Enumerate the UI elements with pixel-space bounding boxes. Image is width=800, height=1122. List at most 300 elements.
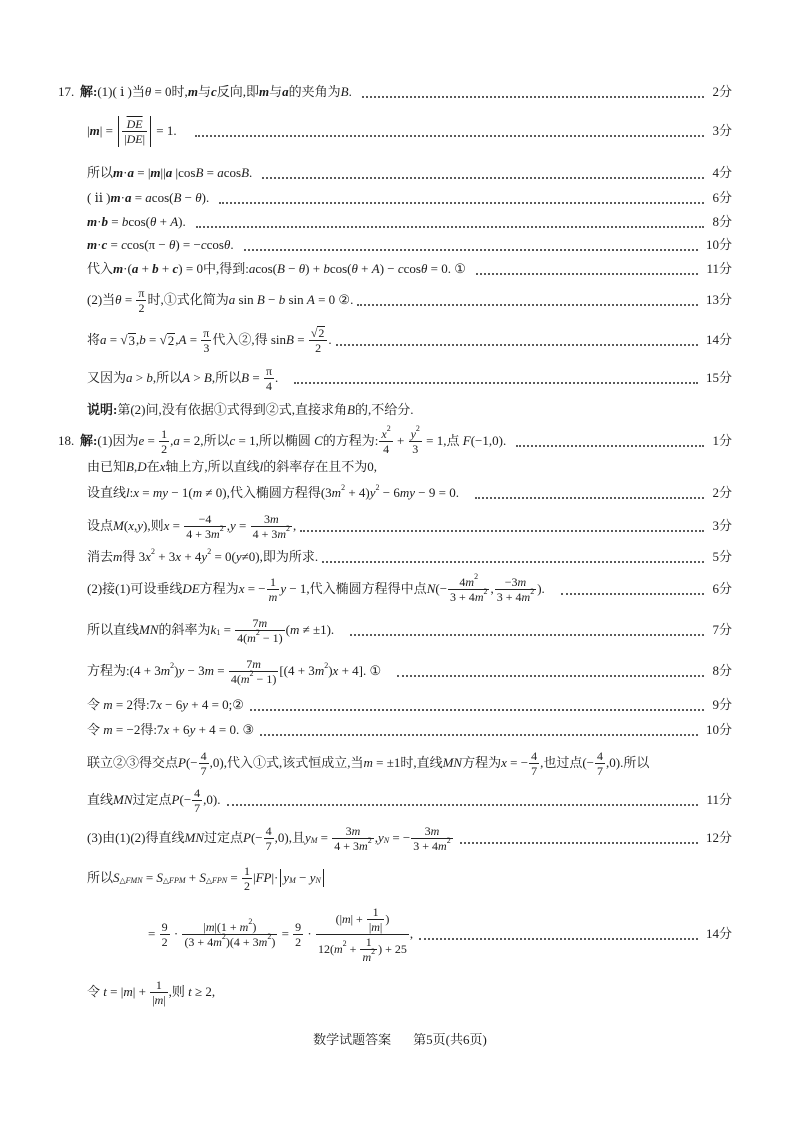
- text-run: 4(: [230, 671, 241, 686]
- dot-leader: [322, 561, 704, 563]
- vector-var: m: [113, 165, 124, 180]
- fraction-numerator: [595, 749, 605, 763]
- text-run: 联立②③得交点: [87, 755, 179, 770]
- text-run: (2)接(1)可设垂线: [87, 581, 183, 596]
- text-run: ,所以: [152, 370, 183, 385]
- math-var: y: [137, 518, 144, 533]
- text-run: ,则: [168, 984, 189, 999]
- text-run: 3: [203, 340, 210, 355]
- text-run: + 4): [345, 485, 370, 500]
- text-run: = |: [133, 165, 151, 180]
- text-run: = 0(: [211, 549, 236, 564]
- text-run: 2: [138, 300, 145, 315]
- math-var: B: [173, 190, 182, 205]
- fraction-denominator: [235, 627, 284, 645]
- fraction-denominator: [184, 523, 225, 541]
- math-var: θ: [149, 214, 157, 229]
- text-run: =: [145, 332, 160, 347]
- score: 12分: [705, 830, 732, 845]
- superscript: 2: [248, 916, 253, 926]
- text-run: 过定点: [203, 830, 243, 845]
- math-var: A: [182, 370, 191, 385]
- math-var: m: [204, 663, 215, 678]
- text-run: 1: [269, 574, 276, 589]
- text-run: = −: [506, 755, 529, 770]
- fraction: [199, 749, 209, 778]
- math-var: a: [228, 292, 236, 307]
- text-run: π: [265, 363, 272, 378]
- text-run: ,: [170, 433, 174, 448]
- sqrt-sign: √: [120, 332, 128, 347]
- math-var: m: [123, 984, 133, 999]
- text-run: 4: [265, 378, 272, 393]
- math-var: m: [351, 823, 361, 838]
- fraction-denominator: [448, 586, 489, 604]
- sqrt-sign: √: [310, 325, 318, 340]
- math-var: m: [160, 663, 171, 678]
- text-run: ,: [136, 332, 140, 347]
- fraction-denominator: [264, 838, 274, 853]
- text-run: 1: [155, 977, 162, 992]
- text-run: ·(: [123, 261, 132, 276]
- q18-line-8: [87, 656, 732, 686]
- text-run: ): [271, 934, 276, 949]
- superscript: 2: [286, 523, 291, 533]
- vector-var: a: [131, 261, 139, 276]
- score: 14分: [705, 926, 732, 941]
- math-var: θ: [351, 261, 358, 276]
- text-run: 7: [252, 615, 259, 630]
- fraction: [150, 978, 167, 1007]
- score: 8分: [712, 663, 732, 678]
- math-var: y: [235, 549, 242, 564]
- vector-var: m: [87, 237, 98, 252]
- solve-label: 解:: [80, 84, 98, 99]
- math-var: m: [211, 526, 220, 541]
- score: 1分: [712, 433, 732, 448]
- vector-var: m: [259, 84, 270, 99]
- text-run: = −: [244, 581, 266, 596]
- text-run: 消去: [87, 549, 114, 564]
- vector-var: m: [89, 123, 100, 138]
- fraction-denominator: [122, 131, 147, 146]
- note-label: 说明:: [87, 402, 118, 417]
- fraction: [309, 326, 328, 355]
- absolute-value: [118, 116, 151, 147]
- dot-leader: [357, 304, 698, 306]
- text-run: ) +: [305, 261, 324, 276]
- text-run: ·: [123, 165, 128, 180]
- text-run: (1)因为: [97, 433, 139, 448]
- fraction-numerator: [122, 117, 147, 131]
- text-run: 3: [345, 823, 352, 838]
- text-run: (|: [335, 912, 342, 926]
- text-run: 2: [161, 934, 168, 949]
- page-number: 第5页(共6页): [413, 1032, 487, 1047]
- fraction-denominator: [367, 919, 384, 934]
- text-run: ,0).所以: [605, 755, 650, 770]
- math-var: c: [121, 237, 127, 252]
- text-run: 7: [194, 800, 201, 815]
- subscript: △FPN: [205, 876, 228, 885]
- text-run: cos(π −: [126, 237, 169, 252]
- text-run: |cos: [172, 165, 196, 180]
- line-content: [87, 722, 254, 738]
- text-run: ,: [490, 581, 494, 596]
- line-content: [87, 749, 649, 778]
- line-content: [148, 905, 413, 964]
- score: 3分: [712, 123, 732, 138]
- dot-leader: [397, 675, 704, 677]
- dot-leader: [561, 593, 705, 595]
- text-run: cos: [403, 261, 421, 276]
- text-run: (1)( ⅰ )当: [97, 84, 145, 99]
- q18-line-3: [87, 478, 732, 508]
- text-run: = |: [106, 984, 124, 999]
- text-run: 3 + 4: [413, 838, 439, 853]
- vector-var: a: [127, 165, 134, 180]
- math-var: m: [334, 942, 343, 956]
- fraction: [229, 657, 278, 686]
- math-var: c: [229, 433, 236, 448]
- q17-line-10: [87, 363, 732, 393]
- text-run: ,: [293, 518, 297, 533]
- subscript: △FPM: [162, 876, 186, 885]
- math-var: m: [314, 663, 325, 678]
- fraction-numerator: [201, 326, 211, 340]
- fraction-numerator: [264, 824, 274, 838]
- text-run: =: [144, 433, 159, 448]
- superscript: 2: [375, 483, 380, 492]
- text-run: +: [346, 942, 360, 956]
- superscript: 2: [219, 523, 224, 533]
- q18-line-10: [87, 715, 732, 745]
- math-var: m: [465, 574, 475, 589]
- text-run: ,所以: [211, 370, 242, 385]
- math-var: my: [399, 485, 416, 500]
- superscript: 2: [386, 423, 391, 433]
- text-run: |: [252, 870, 256, 885]
- text-run: = 1.: [152, 123, 177, 138]
- fraction-numerator: [235, 616, 284, 630]
- text-run: = 2,所以: [179, 433, 230, 448]
- superscript: 2: [474, 571, 479, 581]
- math-var: y: [201, 549, 208, 564]
- math-var: S: [113, 870, 120, 885]
- fraction-numerator: [182, 916, 277, 934]
- math-var: y: [309, 870, 316, 885]
- text-run: π: [138, 285, 145, 300]
- text-run: 4: [194, 785, 201, 800]
- superscript: 2: [170, 661, 175, 670]
- math-var: m: [240, 671, 250, 686]
- text-run: ) + 25: [378, 942, 407, 956]
- text-run: 所以直线: [87, 622, 140, 637]
- score: 7分: [712, 622, 732, 637]
- text-run: ) = 0中,得到:: [178, 261, 249, 276]
- text-run: 9: [295, 919, 302, 934]
- fraction-numerator: [229, 657, 278, 671]
- text-run: | +: [132, 984, 150, 999]
- page-footer: [0, 1029, 800, 1048]
- text-run: ).: [178, 214, 186, 229]
- line-content: [87, 786, 221, 815]
- text-run: ·: [97, 237, 102, 252]
- score: 5分: [712, 549, 732, 564]
- math-var: m: [154, 992, 164, 1007]
- dot-leader: [227, 804, 699, 806]
- text-run: 7: [596, 763, 603, 778]
- text-run: + 4 = 0;②: [188, 697, 244, 712]
- fraction: [367, 905, 384, 934]
- text-run: = 0 ②.: [314, 292, 354, 307]
- math-var: y: [189, 722, 196, 737]
- q17-line-8: [87, 285, 732, 315]
- text-run: cos(: [151, 190, 174, 205]
- text-run: =: [131, 190, 146, 205]
- math-var: m: [252, 656, 261, 671]
- dot-leader: [362, 96, 705, 98]
- text-run: ).: [537, 581, 545, 596]
- math-var: A: [178, 332, 187, 347]
- superscript: 2: [207, 547, 212, 556]
- score: 2分: [712, 485, 732, 500]
- text-run: ·: [120, 190, 125, 205]
- math-var: a: [126, 370, 133, 385]
- line-content: [87, 237, 234, 253]
- line-content: [87, 364, 278, 393]
- text-run: ( ⅱ ): [87, 190, 111, 205]
- text-run: >: [132, 370, 147, 385]
- math-var: y: [377, 830, 384, 845]
- text-run: sin: [285, 292, 307, 307]
- math-var: t: [188, 984, 192, 999]
- fraction-numerator: [267, 575, 280, 589]
- superscript: 2: [267, 931, 272, 941]
- math-var: m: [258, 615, 268, 630]
- fraction-numerator: [309, 326, 328, 340]
- math-var: m: [341, 912, 351, 926]
- text-run: 4 + 3: [186, 526, 212, 541]
- math-var: l: [259, 459, 264, 474]
- text-run: |·: [271, 870, 279, 885]
- text-run: 4: [531, 748, 538, 763]
- fraction: [529, 749, 539, 778]
- math-var: x: [381, 426, 387, 441]
- math-var: x: [332, 663, 339, 678]
- text-run: + 3: [154, 549, 176, 564]
- text-run: =: [142, 870, 157, 885]
- score: 11分: [706, 261, 732, 276]
- subscript: N: [315, 876, 321, 885]
- superscript: 2: [530, 586, 535, 596]
- score: 6分: [712, 581, 732, 596]
- text-run: = ±1时,直线: [372, 755, 443, 770]
- math-var: a: [173, 433, 180, 448]
- q18-line-15: [148, 904, 732, 964]
- text-run: + 6: [169, 722, 190, 737]
- score: 9分: [712, 697, 732, 712]
- line-content: [87, 402, 413, 418]
- fraction-denominator: [199, 763, 209, 778]
- line-content: [87, 261, 466, 277]
- fraction-denominator: [192, 800, 202, 815]
- line-content: [87, 326, 332, 355]
- dot-leader: [196, 226, 705, 228]
- math-var: l: [126, 485, 130, 500]
- text-run: 设点: [87, 518, 114, 533]
- text-run: 令: [87, 984, 104, 999]
- text-run: =: [169, 518, 184, 533]
- fraction: [495, 575, 536, 604]
- vector-var: a: [165, 165, 173, 180]
- absolute-value: [280, 869, 323, 887]
- math-var: m: [371, 919, 380, 934]
- text-run: 又因为: [87, 370, 127, 385]
- line-content: [87, 512, 296, 541]
- text-run: >: [190, 370, 204, 385]
- text-run: = 2得:7: [112, 697, 157, 712]
- math-var: A: [371, 261, 380, 276]
- text-run: 过定点: [132, 792, 172, 807]
- subscript: M: [310, 836, 318, 845]
- text-run: 方程为:(4 + 3: [87, 663, 161, 678]
- fraction: [411, 824, 452, 853]
- text-run: = 1,点: [422, 433, 463, 448]
- text-run: ||: [160, 165, 166, 180]
- text-run: =: [214, 663, 228, 678]
- dot-leader: [260, 734, 698, 736]
- fraction-denominator: [293, 934, 303, 949]
- fraction-denominator: [150, 992, 167, 1007]
- text-run: 12(: [318, 942, 334, 956]
- math-var: θ: [144, 84, 152, 99]
- vector-var: b: [101, 214, 108, 229]
- math-var: c: [200, 237, 207, 252]
- text-run: =: [220, 622, 235, 637]
- math-var: θ: [168, 237, 176, 252]
- math-var: y: [178, 663, 185, 678]
- text-run: cos: [223, 165, 242, 180]
- vector-var: m: [187, 84, 198, 99]
- fraction: [182, 916, 277, 949]
- dot-leader: [219, 202, 704, 204]
- text-run: ,: [133, 459, 138, 474]
- text-run: =: [107, 214, 122, 229]
- text-run: 的夹角为: [288, 84, 341, 99]
- text-run: 方程为: [199, 581, 239, 596]
- vector-overline: $\overline{DE}$: [126, 131, 143, 146]
- text-run: − 9 = 0.: [415, 485, 459, 500]
- text-run: π: [203, 325, 210, 340]
- superscript: 2: [150, 547, 155, 556]
- math-var: x: [133, 485, 140, 500]
- solve-label: 解:: [80, 433, 98, 448]
- q18-line-13: [87, 823, 732, 853]
- math-var: θ: [421, 261, 428, 276]
- dot-leader: [250, 709, 705, 711]
- q18-line-11: [87, 748, 732, 778]
- superscript: 2: [483, 586, 488, 596]
- math-var: N: [426, 581, 436, 596]
- text-run: −: [181, 190, 196, 205]
- math-var: m: [258, 934, 268, 949]
- math-var: x: [163, 518, 170, 533]
- text-run: = −2得:7: [112, 722, 164, 737]
- text-run: − 1): [259, 630, 283, 645]
- subscript: 1: [216, 628, 221, 637]
- math-var: C: [314, 433, 323, 448]
- fraction-numerator: [150, 978, 167, 992]
- text-run: 3: [424, 823, 431, 838]
- text-run: 9: [161, 919, 168, 934]
- text-run: 得 3: [122, 549, 146, 564]
- math-var: A: [170, 214, 179, 229]
- fraction-denominator: [360, 946, 377, 964]
- math-var: P: [171, 792, 180, 807]
- text-run: =: [139, 485, 153, 500]
- q18-line-7: [87, 615, 732, 645]
- math-var: B: [126, 459, 134, 474]
- text-run: 时,①式化简为: [147, 292, 229, 307]
- fraction-denominator: [595, 763, 605, 778]
- math-var: m: [362, 949, 372, 964]
- text-run: 2: [161, 441, 168, 456]
- text-run: + 4]. ①: [338, 663, 382, 678]
- math-var: m: [239, 919, 249, 934]
- math-var: θ: [223, 237, 231, 252]
- math-var: MN: [442, 755, 463, 770]
- text-run: 方程为: [462, 755, 502, 770]
- fraction: [136, 286, 146, 315]
- math-var: b: [121, 214, 129, 229]
- dot-leader: [336, 344, 698, 346]
- text-run: 4: [459, 574, 466, 589]
- fraction-numerator: [367, 905, 384, 919]
- math-var: m: [103, 722, 113, 737]
- text-run: ,: [374, 830, 378, 845]
- math-var: m: [363, 755, 373, 770]
- fraction-denominator: [264, 378, 274, 393]
- text-run: +: [393, 433, 408, 448]
- superscript: 2: [249, 668, 254, 678]
- text-run: (−: [250, 830, 263, 845]
- text-run: 与: [197, 84, 211, 99]
- superscript: 2: [342, 939, 347, 948]
- text-run: 1: [365, 934, 372, 949]
- text-run: 7: [265, 838, 272, 853]
- sqrt-sign: √: [159, 332, 167, 347]
- math-var: b: [139, 332, 146, 347]
- vector-var: c: [172, 261, 179, 276]
- math-var: x: [175, 549, 182, 564]
- math-var: m: [517, 574, 527, 589]
- text-run: =: [317, 830, 332, 845]
- text-run: (3)由(1)(2)得直线: [87, 830, 185, 845]
- text-run: +: [158, 261, 173, 276]
- text-run: |: [142, 131, 145, 146]
- dot-leader: [350, 634, 704, 636]
- line-content: [87, 286, 353, 315]
- text-run: = 1,所以椭圆: [235, 433, 315, 448]
- text-run: ): [385, 912, 390, 926]
- q18-line-14: [87, 863, 732, 893]
- text-run: −: [295, 870, 310, 885]
- text-run: ): [328, 663, 333, 678]
- text-run: ) = −: [175, 237, 201, 252]
- math-var: t: [103, 984, 107, 999]
- fraction: [448, 571, 489, 604]
